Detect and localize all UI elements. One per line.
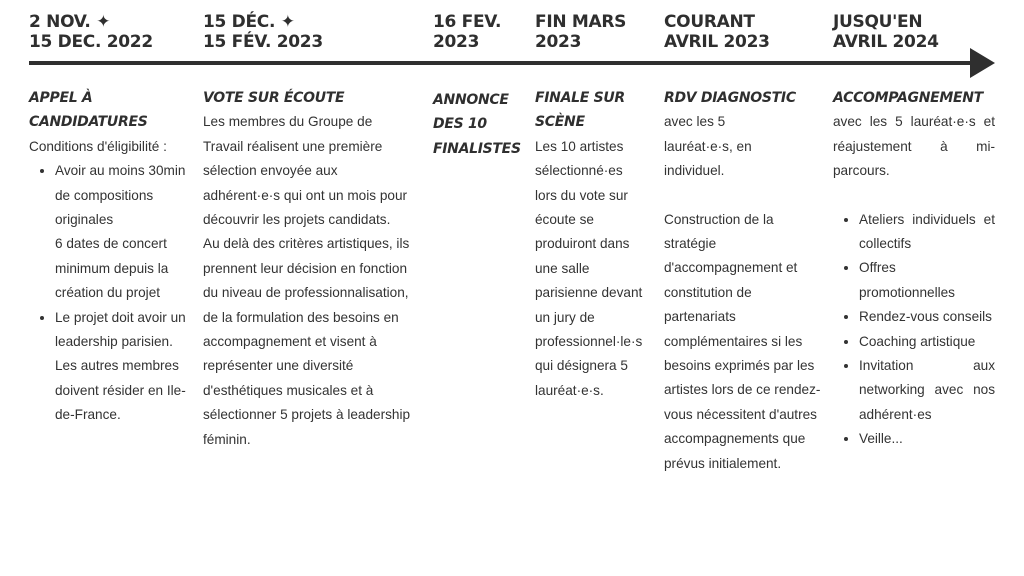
date-vote <box>203 12 323 52</box>
step-heading: ANNONCE DES 10 FINALISTES <box>433 92 521 157</box>
step-list <box>29 159 195 427</box>
date-diagnostic <box>664 12 770 52</box>
step-accompagnement <box>833 86 995 452</box>
date-line: 15 DÉC. ✦ <box>203 12 295 32</box>
step-appel <box>29 86 195 428</box>
list-item-text: 6 dates de concert minimum depuis la création du projet <box>55 236 169 301</box>
step-paragraph: Les 10 artistes sélectionné·es lors du vote sur écoute se produiront dans une salle parisienne devant un jury de professionnel·le·s qui désignera 5 lauréat·e·s. <box>535 138 643 398</box>
step-list <box>833 208 995 452</box>
step-annonce <box>433 88 525 161</box>
list-item: • Ateliers individuels et collectifs <box>859 208 995 257</box>
date-line: AVRIL 2023 <box>664 32 770 52</box>
date-appel <box>29 12 153 52</box>
step-paragraph: Les membres du Groupe de Travail réalisent une première sélection envoyée aux adhérent·e·s qui ont un mois pour découvrir les projets candidats. <box>203 114 408 228</box>
list-item: • Offres promotionnelles <box>859 256 995 305</box>
date-line: COURANT <box>664 12 755 32</box>
arrow-right-icon <box>970 48 995 78</box>
step-intro: Conditions d'éligibilité : <box>29 138 167 154</box>
step-paragraph: Construction de la stratégie d'accompagnement et constitution de partenariats complémentaires si les besoins exprimés par les artistes lors de ce rendez-vous nécessitent d'autres accompagnements que prévus initialement. <box>664 211 821 471</box>
list-item: • Invitation aux networking avec nos adhérent·es <box>859 354 995 427</box>
date-line: 2023 <box>433 32 480 52</box>
step-paragraph: Au delà des critères artistiques, ils prennent leur décision en fonction du niveau de professionnalisation, de la formulation des besoins en accompagnement et visent à représenter une diversité d'esthétiques musicales et à sélectionner 5 projets à leadership féminin. <box>203 236 411 447</box>
list-item: • Le projet doit avoir un leadership parisien. Les autres membres doivent résider en Ile-de-France. <box>55 306 195 428</box>
list-item: • Rendez-vous conseils <box>859 305 995 329</box>
timeline-axis <box>29 61 977 65</box>
date-line: 15 FÉV. 2023 <box>203 32 323 52</box>
step-heading: APPEL À CANDIDATURES <box>29 90 148 131</box>
date-annonce <box>433 12 501 52</box>
step-vote <box>203 86 415 452</box>
list-item: • Veille... <box>859 427 995 451</box>
step-paragraph: avec les 5 lauréat·e·s et réajustement à mi-parcours. <box>833 114 995 179</box>
list-item: • Coaching artistique <box>859 330 995 354</box>
step-diagnostic <box>664 86 824 476</box>
list-item-text: Avoir au moins 30min de compositions originales <box>55 163 186 228</box>
step-finale <box>535 86 647 403</box>
list-item <box>55 159 195 305</box>
step-heading: RDV DIAGNOSTIC <box>664 90 796 106</box>
date-line: AVRIL 2024 <box>833 32 939 52</box>
date-line: FIN MARS <box>535 12 627 32</box>
spacer <box>664 184 824 208</box>
step-heading: FINALE SUR SCÈNE <box>535 90 625 131</box>
date-line: 2023 <box>535 32 582 52</box>
date-line: 16 FEV. <box>433 12 502 32</box>
spacer <box>833 184 995 208</box>
date-line: 15 DEC. 2022 <box>29 32 153 52</box>
step-heading: VOTE SUR ÉCOUTE <box>203 90 345 106</box>
date-accompagnement <box>833 12 939 52</box>
date-finale <box>535 12 626 52</box>
date-line: JUSQU'EN <box>833 12 923 32</box>
step-heading: ACCOMPAGNEMENT <box>833 90 983 106</box>
step-paragraph: avec les 5 lauréat·e·s, en individuel. <box>664 114 752 179</box>
date-line: 2 NOV. ✦ <box>29 12 111 32</box>
